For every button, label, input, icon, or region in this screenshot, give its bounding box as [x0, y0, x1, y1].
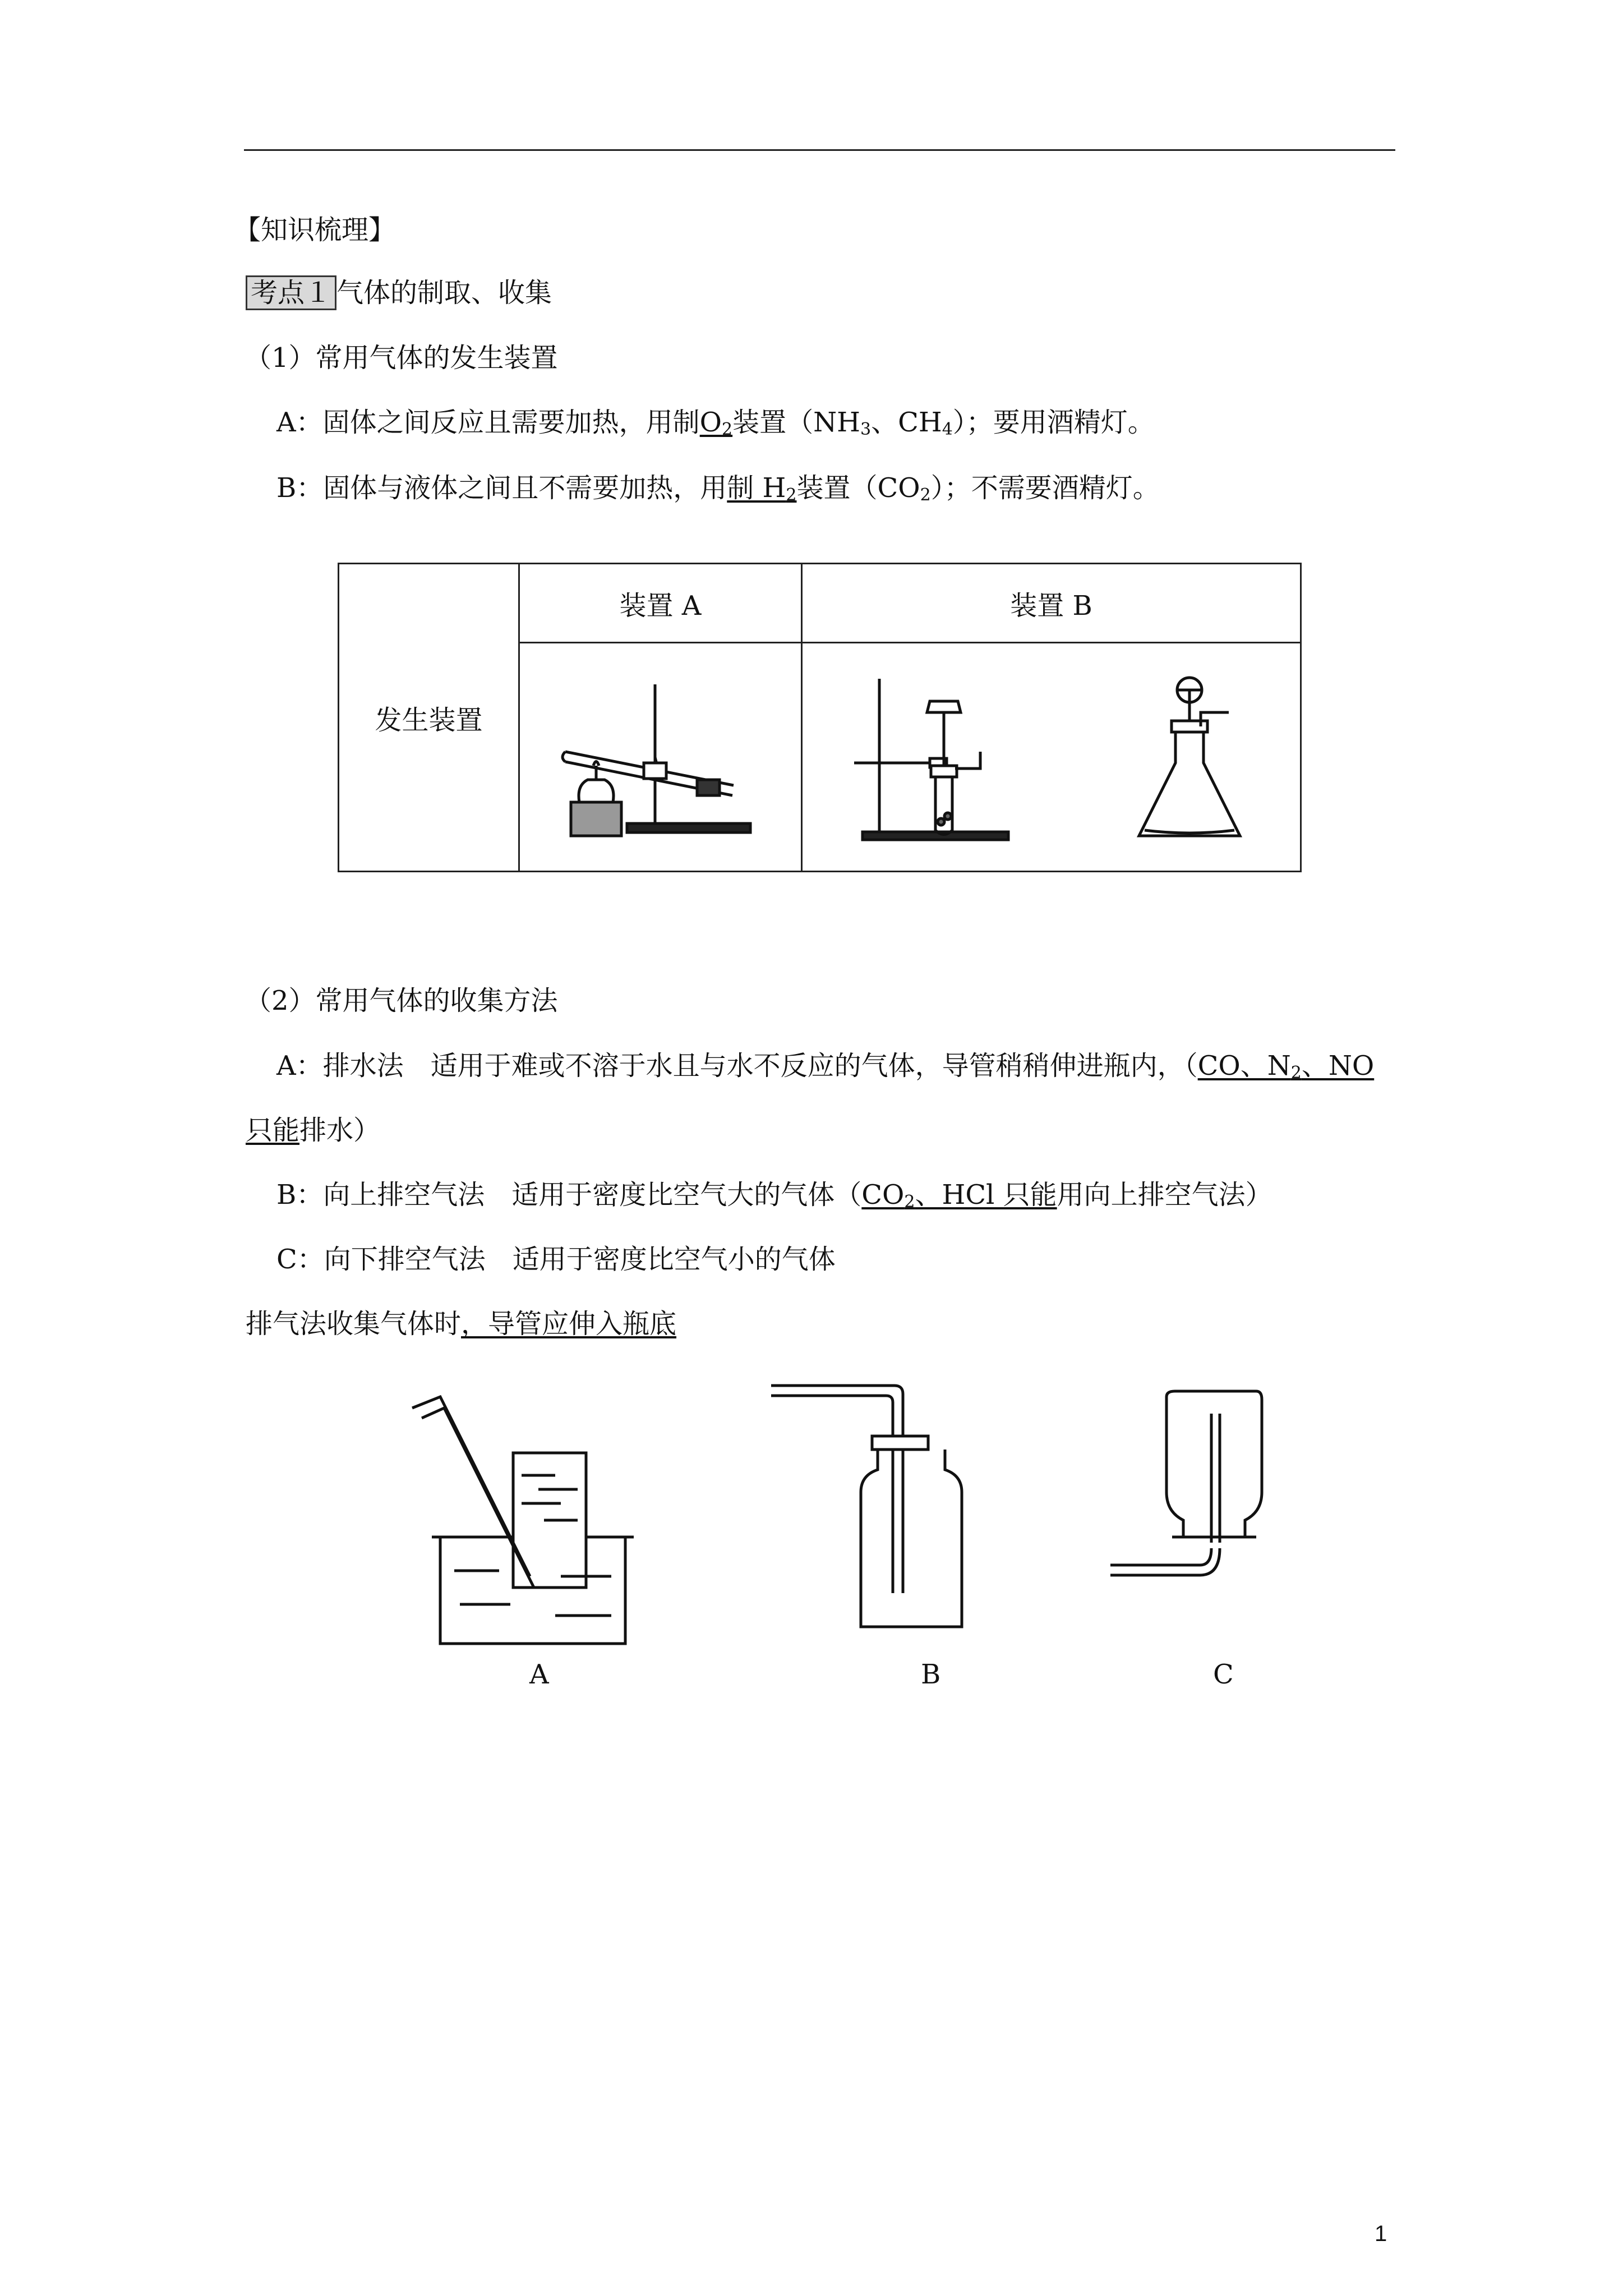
kaodian-line: [246, 276, 552, 310]
apparatus-a-cell: [519, 643, 802, 872]
conical-flask-funnel: [1128, 668, 1251, 847]
figure-label-a: A: [529, 1659, 549, 1690]
generation-apparatus-table: [338, 563, 1302, 872]
kaodian-tag: 考点１: [246, 275, 336, 310]
water-displacement-figure: [409, 1391, 645, 1649]
o2-formula: $O_2$: [699, 407, 733, 439]
row-label: 发生装置: [339, 564, 519, 872]
h2-formula: 制 $H_2$: [727, 472, 797, 505]
figure-label-c: C: [1213, 1659, 1234, 1690]
stand-test-tube-funnel: [851, 668, 1031, 847]
part1-line-b: B：固体与液体之间且不需要加热，用制 $H_2$装置$(CO_2)$；不需要酒精灯。: [276, 472, 1160, 505]
kaodian-title: 气体的制取、收集: [336, 277, 552, 309]
header-rule: [244, 149, 1395, 151]
figure-label-b: B: [921, 1659, 941, 1690]
downward-air-displacement-figure: [1105, 1380, 1273, 1593]
part2-line-c: C：向下排空气法 适用于密度比空气小的气体: [276, 1244, 836, 1275]
part1-line-a: A：固体之间反应且需要加热，用制$O_2$装置（$NH_3$、$CH_4$）；要用酒精灯。: [276, 407, 1155, 439]
page-number: 1: [1375, 2221, 1387, 2246]
upward-air-displacement-figure: [768, 1380, 981, 1644]
apparatus-b-cell: [802, 643, 1301, 872]
part2-heading: （2）常用气体的收集方法: [245, 985, 558, 1016]
part2-line-b: B：向上排空气法 适用于密度比空气大的气体（$CO_2$、HCl 只能用向上排空气法）: [276, 1179, 1272, 1212]
col-header-b: 装置 B: [802, 564, 1301, 643]
part2-line-a: A：排水法 适用于难或不溶于水且与水不反应的气体，导管稍稍伸进瓶内，（CO、$N_2$、NO: [276, 1050, 1375, 1083]
col-header-a: 装置 A: [519, 564, 802, 643]
part2-note: 排气法收集气体时，导管应伸入瓶底: [246, 1308, 677, 1340]
section-heading: 【知识梳理】: [234, 214, 396, 246]
part2-line-a-cont: 只能排水）: [246, 1115, 381, 1146]
heated-test-tube-apparatus: [554, 673, 767, 841]
part1-heading: （1）常用气体的发生装置: [245, 342, 558, 374]
